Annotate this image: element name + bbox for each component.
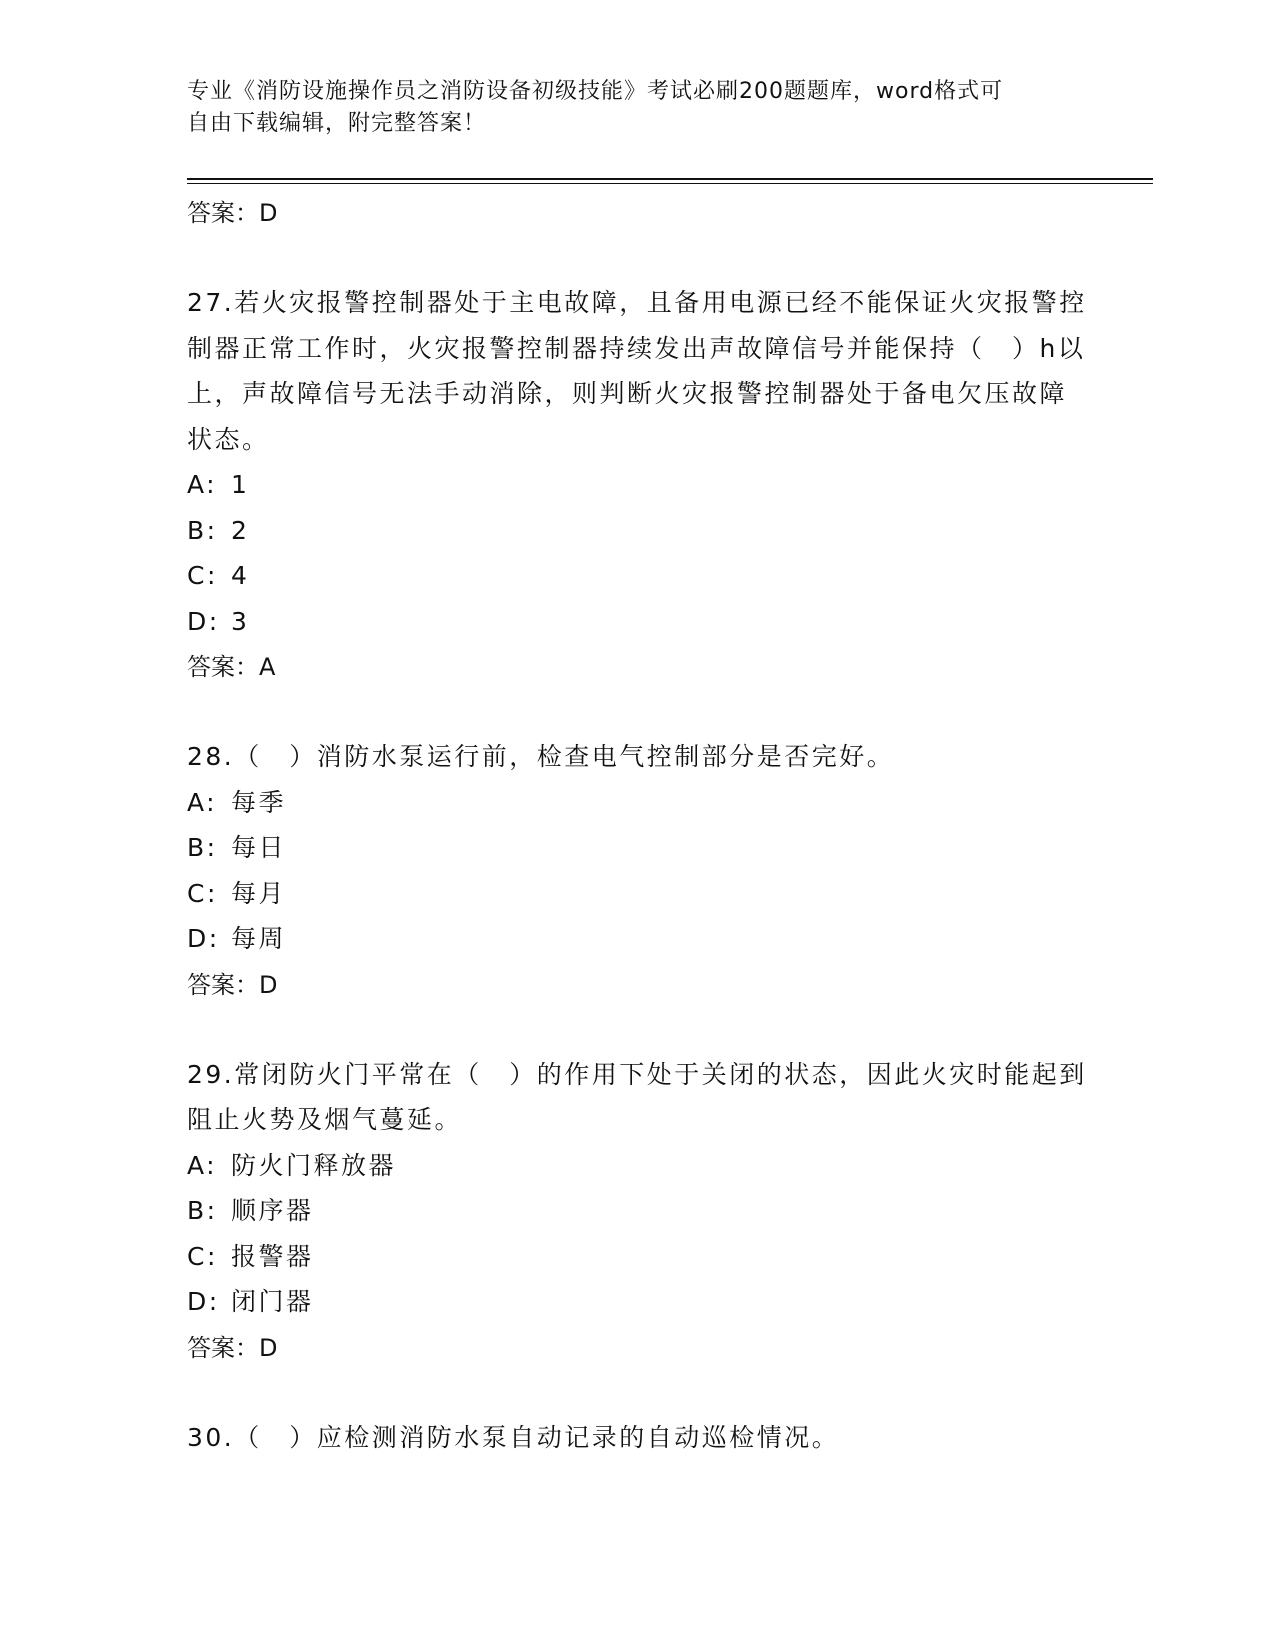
question-text: 27.若火灾报警控制器处于主电故障，且备用电源已经不能保证火灾报警控制器正常工作时，火灾报警控制器持续发出声故障信号并能保持（ ）h以上，声故障信号无法手动消除，则判断火灾报警控制器处于备电欠压故障状态。 (187, 288, 1087, 454)
question-30 (187, 1415, 1087, 1461)
option-text: 1 (231, 470, 250, 499)
option-text: 3 (231, 606, 250, 636)
option-letter: D: (187, 1287, 220, 1316)
option-letter: B: (187, 515, 218, 545)
option-b (187, 1188, 1087, 1234)
question-list (187, 190, 1087, 1460)
option-text: 顺序器 (231, 1196, 314, 1225)
option-a (187, 1143, 1087, 1189)
option-text: 每月 (231, 878, 287, 908)
answer-prefix: 答案： (187, 1333, 259, 1362)
option-text: 闭门器 (231, 1287, 314, 1316)
option-a (187, 462, 1087, 508)
option-c (187, 871, 1087, 917)
spacer (187, 236, 1087, 280)
option-letter: D: (187, 924, 220, 953)
answer-line (187, 193, 1087, 233)
header-line-2: 自由下载编辑，附完整答案！ (187, 111, 487, 136)
option-text: 每日 (231, 833, 287, 862)
option-d (187, 599, 1087, 645)
answer-prefix: 答案： (187, 653, 259, 681)
option-letter: B: (187, 1196, 218, 1225)
option-text: 4 (231, 561, 250, 590)
answer-value: A (259, 653, 276, 681)
answer-line (187, 965, 1087, 1005)
option-letter: B: (187, 833, 218, 862)
option-letter: C: (187, 561, 218, 590)
answer-value: D (259, 970, 278, 999)
option-text: 每周 (231, 924, 287, 953)
answer-prefix: 答案： (187, 199, 259, 227)
option-a (187, 780, 1087, 826)
page-header (187, 76, 1087, 140)
option-b (187, 825, 1087, 871)
option-text: 防火门释放器 (231, 1150, 397, 1180)
spacer (187, 1371, 1087, 1415)
option-letter: A: (187, 1150, 218, 1180)
answer-prefix: 答案： (187, 970, 259, 999)
spacer (187, 1008, 1087, 1052)
answer-value: D (259, 1333, 278, 1362)
question-text: 29.常闭防火门平常在（ ）的作用下处于关闭的状态，因此火灾时能起到阻止火势及烟气蔓延。 (187, 1059, 1087, 1134)
option-letter: C: (187, 878, 218, 908)
option-d (187, 916, 1087, 962)
option-letter: A: (187, 470, 218, 499)
spacer (187, 690, 1087, 734)
option-b (187, 508, 1087, 554)
option-text: 2 (231, 515, 250, 545)
option-text: 每季 (231, 787, 287, 817)
question-29 (187, 1052, 1087, 1368)
header-rule-thin (187, 183, 1153, 184)
option-letter: D: (187, 606, 220, 636)
answer-line (187, 1328, 1087, 1368)
header-rule-thick (187, 178, 1153, 180)
question-text: 30.（ ）应检测消防水泵自动记录的自动巡检情况。 (187, 1422, 840, 1452)
option-text: 报警器 (231, 1241, 314, 1271)
question-27 (187, 280, 1087, 687)
header-line-1: 专业《消防设施操作员之消防设备初级技能》考试必刷200题题库，word格式可 (187, 79, 1004, 104)
option-c (187, 553, 1087, 599)
option-letter: C: (187, 1241, 218, 1271)
question-text: 28.（ ）消防水泵运行前，检查电气控制部分是否完好。 (187, 742, 895, 771)
question-28 (187, 734, 1087, 1005)
answer-value: D (259, 199, 278, 227)
answer-line (187, 647, 1087, 687)
option-d (187, 1279, 1087, 1325)
option-c (187, 1234, 1087, 1280)
option-letter: A: (187, 787, 218, 817)
